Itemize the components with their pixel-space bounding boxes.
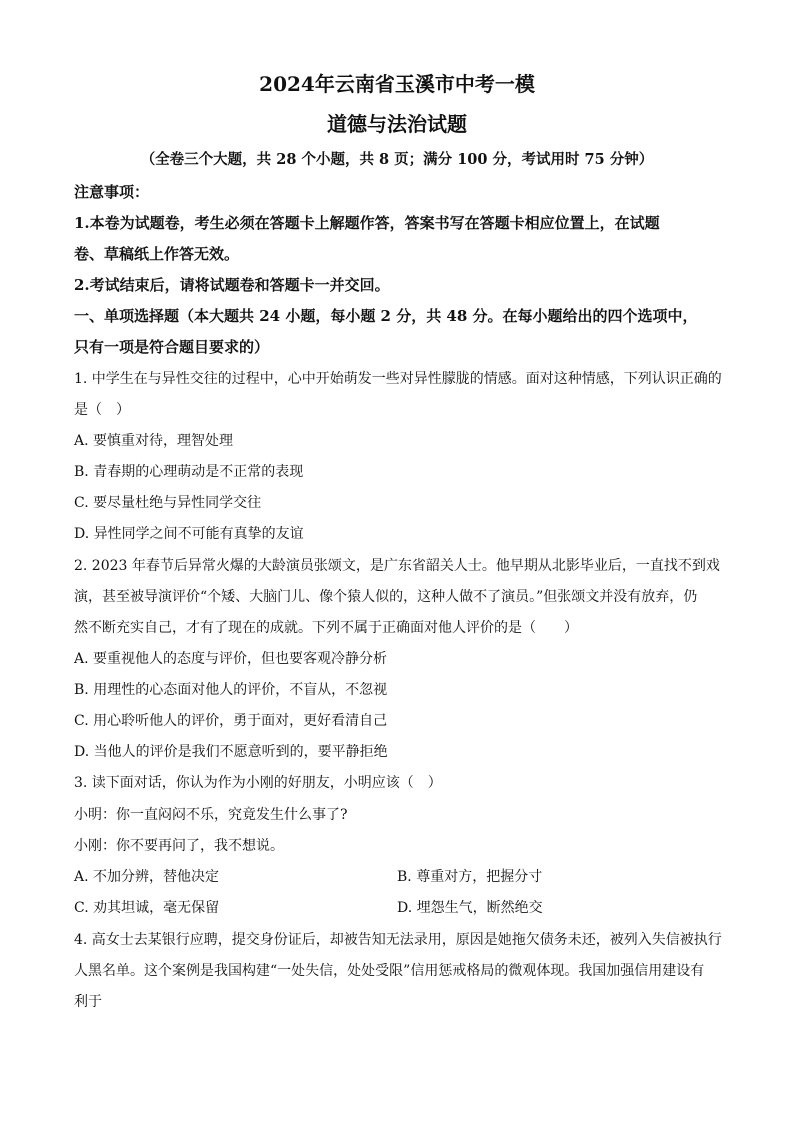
question-3-option-d: D. 埋怨生气，断然绝交 (397, 900, 543, 916)
question-1-option-b: B. 青春期的心理萌动是不正常的表现 (74, 464, 304, 480)
question-3-option-c: C. 劝其坦诚，毫无保留 (74, 900, 220, 916)
notice-item-1-line-2: 卷、草稿纸上作答无效。 (74, 245, 240, 263)
exam-title: 2024年云南省玉溪市中考一模 (259, 72, 535, 96)
question-2-stem-line-3: 然不断充实自己，才有了现在的成就。下列不属于正确面对他人评价的是（ ） (74, 620, 578, 636)
exam-meta: （全卷三个大题，共 28 个小题，共 8 页；满分 100 分，考试用时 75 分钟） (140, 151, 654, 168)
question-1-option-d: D. 异性同学之间不可能有真挚的友谊 (74, 526, 304, 542)
question-3-dialog-1: 小明：你一直闷闷不乐，究竟发生什么事了? (74, 807, 348, 823)
section-1-heading-line-2: 只有一项是符合题目要求的） (74, 338, 270, 356)
question-3-stem: 3. 读下面对话，你认为作为小刚的好朋友，小明应该（ ） (74, 775, 442, 791)
question-2-option-b: B. 用理性的心态面对他人的评价，不盲从，不忽视 (74, 682, 388, 698)
notice-heading: 注意事项： (74, 183, 150, 201)
question-3-option-b: B. 尊重对方，把握分寸 (397, 869, 543, 885)
exam-subtitle: 道德与法治试题 (327, 112, 467, 136)
question-4-stem-line-2: 人黑名单。这个案例是我国构建“一处失信，处处受限”信用惩戒格局的微观体现。我国加强信用建设有 (74, 963, 705, 979)
question-1-option-a: A. 要慎重对待，理智处理 (74, 433, 234, 449)
notice-item-2: 2.考试结束后，请将试题卷和答题卡一并交回。 (74, 276, 390, 294)
question-2-option-a: A. 要重视他人的态度与评价，但也要客观冷静分析 (74, 651, 388, 667)
question-2-option-c: C. 用心聆听他人的评价，勇于面对，更好看清自己 (74, 713, 388, 729)
question-2-stem-line-1: 2. 2023 年春节后异常火爆的大龄演员张颂文，是广东省韶关人士。他早期从北影毕业后，一直找不到戏 (74, 558, 720, 574)
question-3-option-a: A. 不加分辨，替他决定 (74, 869, 220, 885)
question-1-stem-line-2: 是（ ） (74, 402, 130, 418)
notice-item-1-line-1: 1.本卷为试题卷，考生必须在答题卡上解题作答，答案书写在答题卡相应位置上，在试题 (74, 214, 660, 232)
question-2-option-d: D. 当他人的评价是我们不愿意听到的，要平静拒绝 (74, 744, 388, 760)
question-4-stem-line-3: 利于 (74, 994, 102, 1010)
question-1-stem-line-1: 1. 中学生在与异性交往的过程中，心中开始萌发一些对异性朦胧的情感。面对这种情感，下列认识正确的 (74, 371, 722, 387)
question-1-option-c: C. 要尽量杜绝与异性同学交往 (74, 495, 262, 511)
question-4-stem-line-1: 4. 高女士去某银行应聘，提交身份证后，却被告知无法录用，原因是她拖欠债务未还，被列入失信被执行 (74, 932, 722, 948)
section-1-heading-line-1: 一、单项选择题（本大题共 24 小题，每小题 2 分，共 48 分。在每小题给出的四个选项中， (74, 307, 698, 325)
question-3-dialog-2: 小刚：你不要再问了，我不想说。 (74, 838, 284, 854)
question-2-stem-line-2: 演，甚至被导演评价“个矮、大脑门儿、像个猿人似的，这种人做不了演员。”但张颂文并没有放弃，仍 (74, 589, 698, 605)
